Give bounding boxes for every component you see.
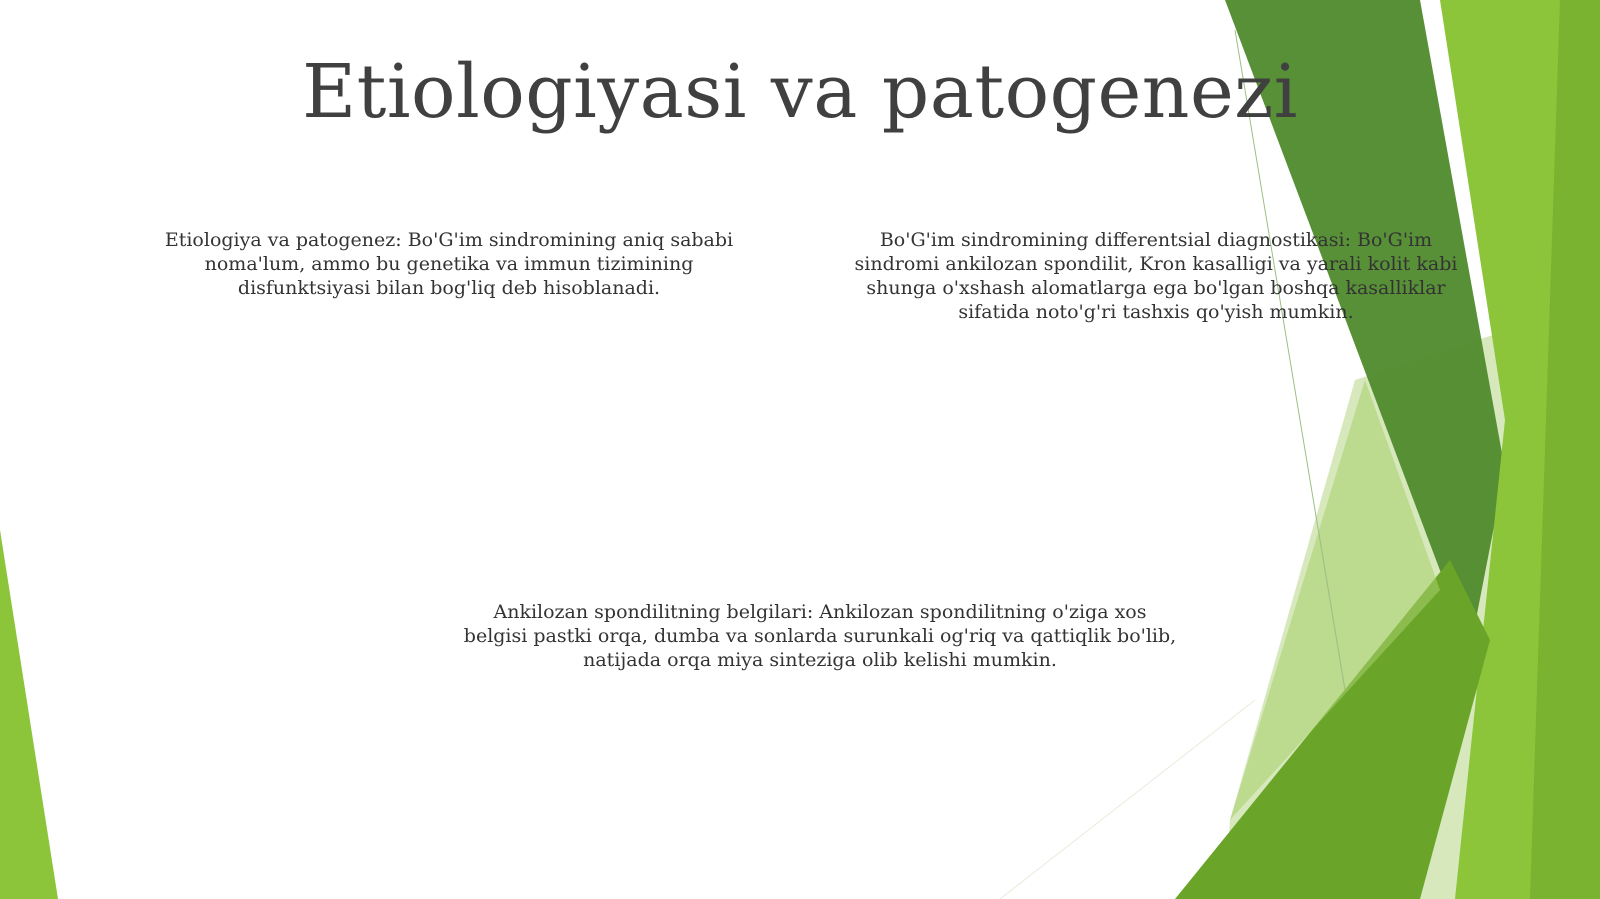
- differential-diagnosis-text: Bo'G'im sindromining differentsial diagnostikasi: Bo'G'im sindromi ankilozan spondilit, Kron kasalligi va yarali kolit kabi shunga o'xshash alomatlarga ega bo'lgan boshqa kasalliklar sifatida noto'g'ri tashxis qo'yish mumkin.: [854, 229, 1458, 323]
- etiology-text: Etiologiya va patogenez: Bo'G'im sindromining aniq sababi noma'lum, ammo bu genetika va immun tizimining disfunktsiyasi bilan bog'liq deb hisoblanadi.: [164, 229, 734, 299]
- ankylosing-spondylitis-text: Ankilozan spondilitning belgilari: Ankilozan spondilitning o'ziga xos belgisi pastki orqa, dumba va sonlarda surunkali og'riq va qattiqlik bo'lib, natijada orqa miya sinteziga olib kelishi mumkin.: [463, 601, 1177, 671]
- left-green-sliver: [0, 530, 58, 899]
- slide-title: Etiologiyasi va patogenezi: [302, 49, 1298, 135]
